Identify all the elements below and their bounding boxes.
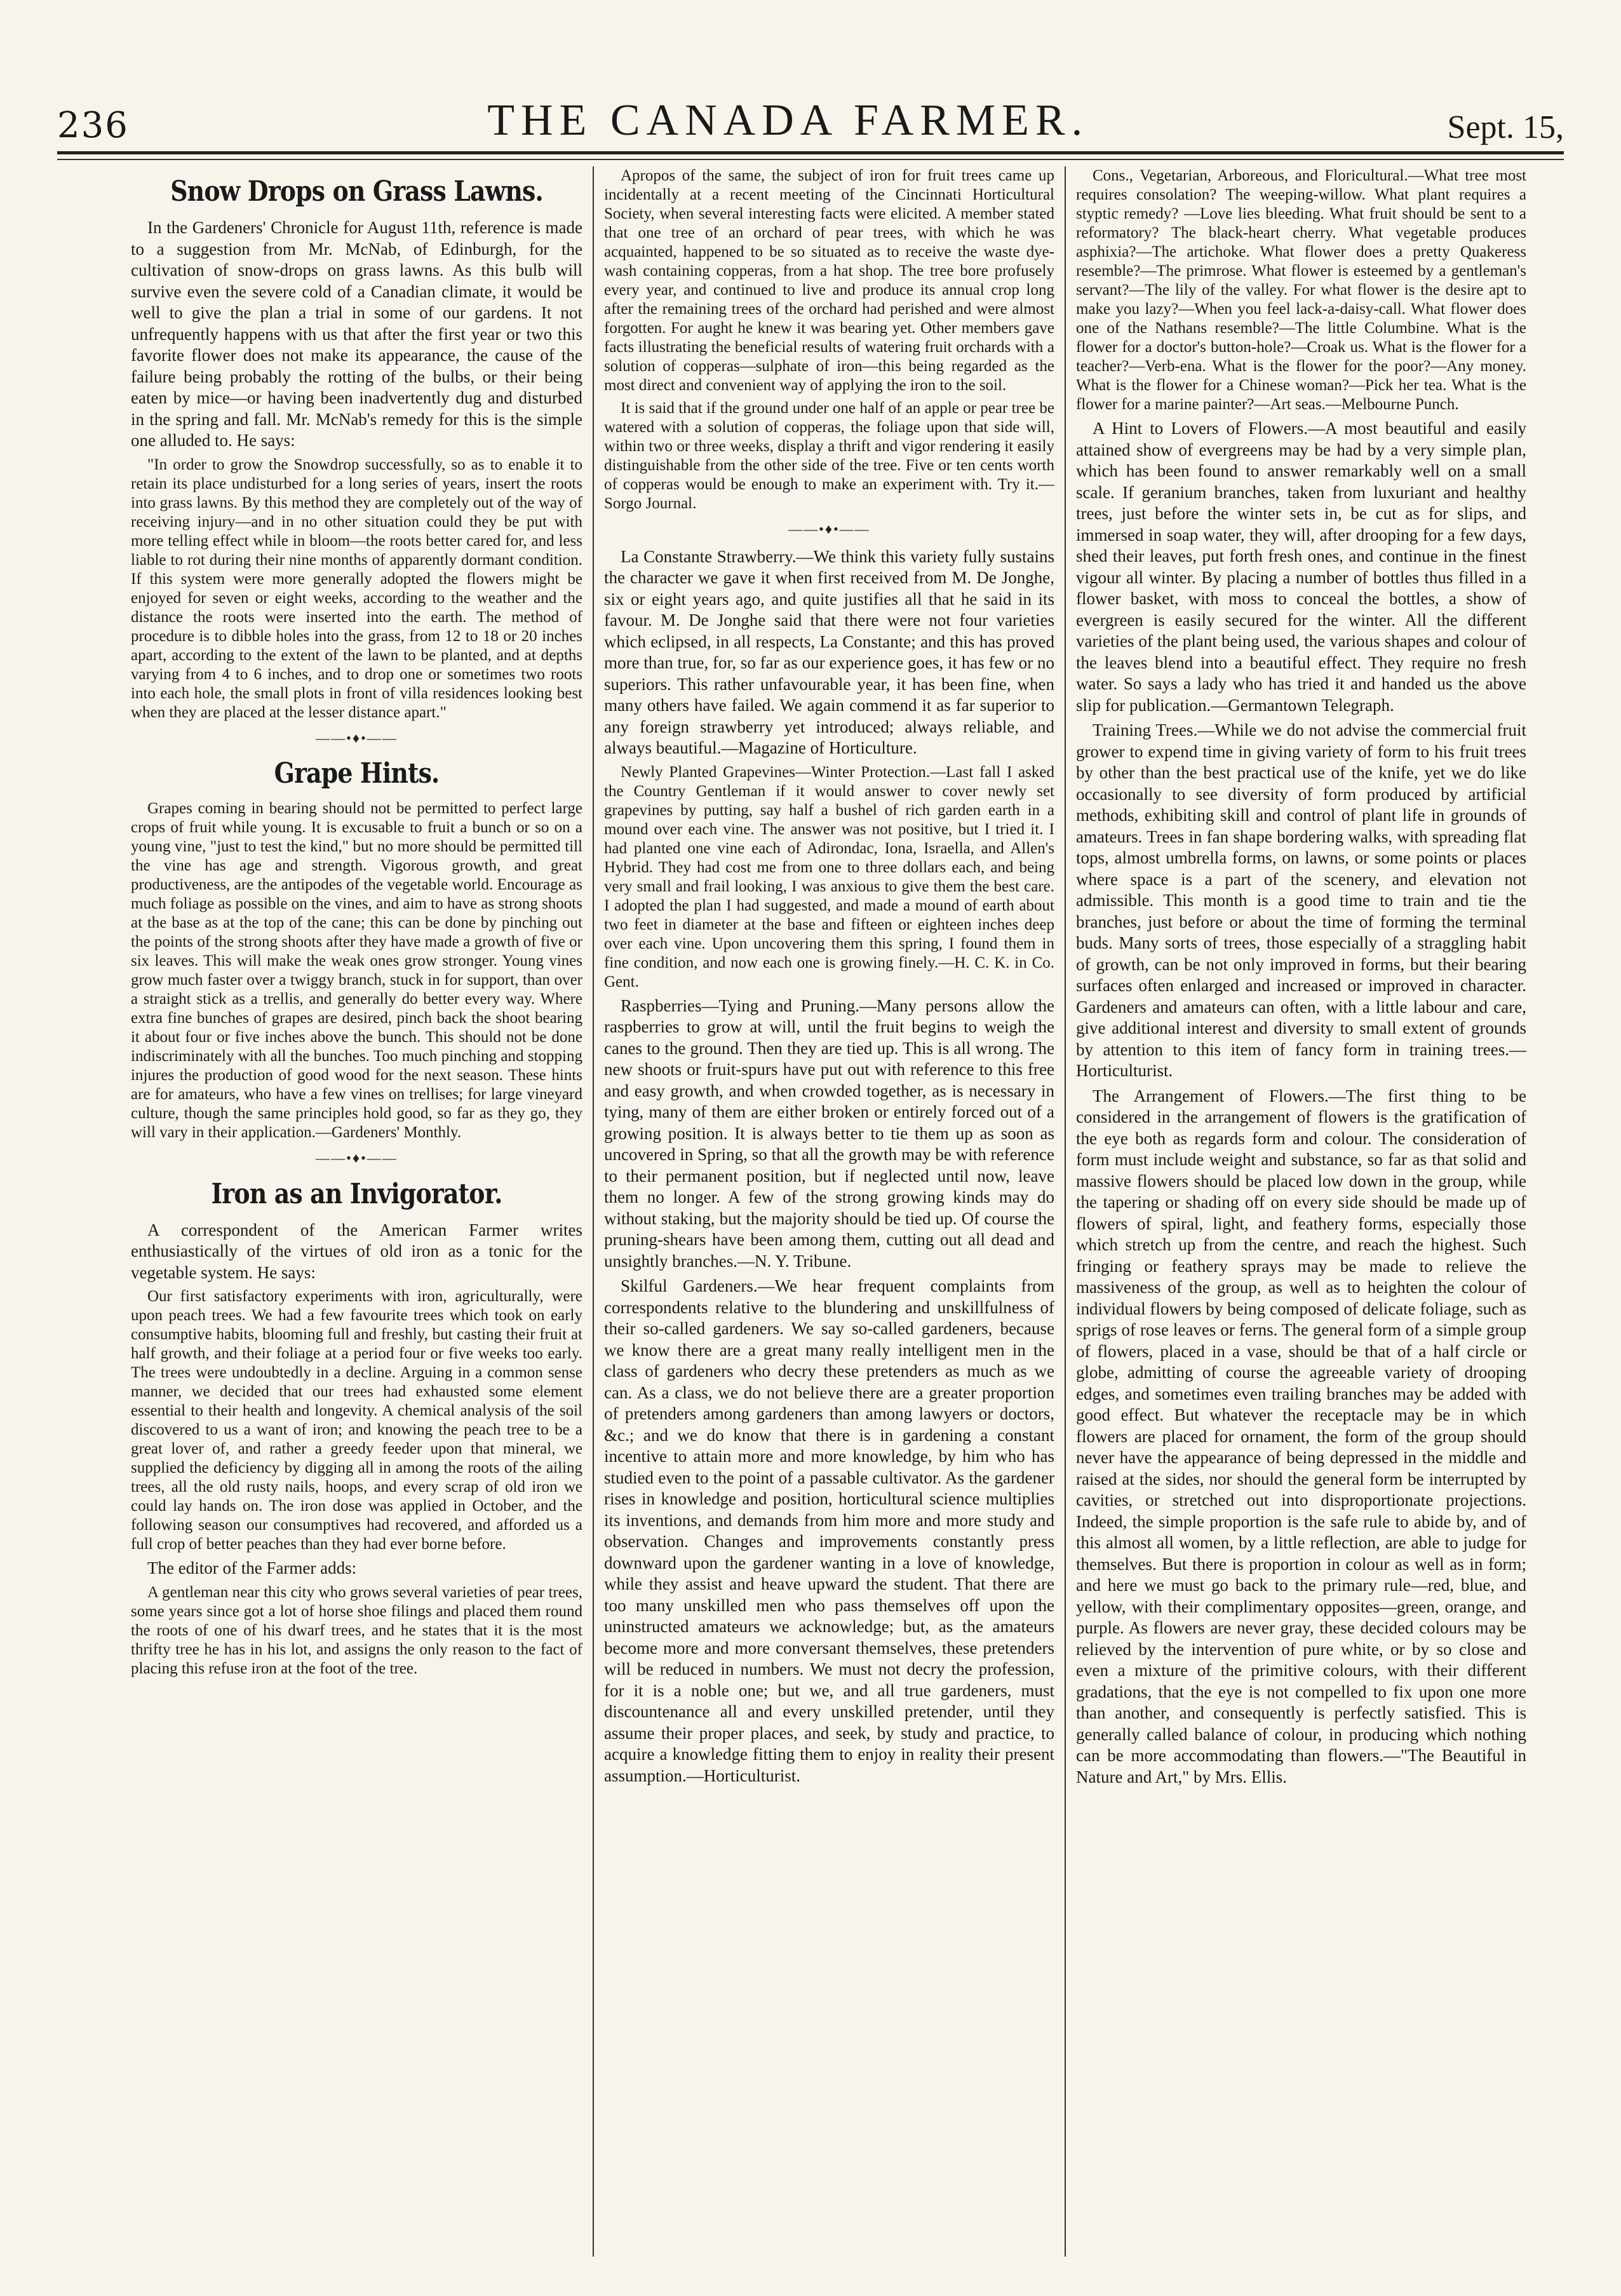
heading-iron-invigorator: Iron as an Invigorator. xyxy=(211,1177,502,1210)
paragraph: Grapes coming in bearing should not be permitted to perfect large crops of fruit while young. It is excusable to fruit a bunch or so on a young vine, "just to test the kind," but no more should be permitted till the vine has age and strength. Vigorous growth, and great productiveness, are the antipodes of the vegetable world. Encourage as much foliage as possible on the vines, and aim to have as strong shoots at the base as at the top of the cane; this can be done by pinching out the points of the strong shoots after they have made a growth of five or six leaves. This will make the weak ones grow stronger. Young vines grow much faster over a twiggy branch, stuck in for support, than over a straight stick as a trellis, and generally do better every way. Where extra fine bunches of grapes are desired, pinch back the shoot bearing it about four or five inches above the bunch. This should not be done indiscriminately with all the bunches. Too much pinching and stopping injures the production of good wood for the next season. These hints are for amateurs, who have a few vines on trellises; for large vineyard culture, though the same principles hold good, so far as they go, they will vary in their application.—Gardeners' Monthly. xyxy=(131,800,582,1141)
section-divider xyxy=(131,727,582,749)
section-divider xyxy=(131,1147,582,1169)
paragraph: Cons., Vegetarian, Arboreous, and Floricultural.—What tree most requires consolation? The weeping-willow. What plant requires a styptic remedy? —Love lies bleeding. What fruit should be sent to a reformatory? The black-heart cherry. What vegetable produces asphixia?—The artichoke. What flower does a pretty Quakeress resemble?—The primrose. What flower is esteemed by a gentleman's servant?—The lily of the valley. For what flower is the desire apt to make you lazy?—When you feel lack-a-daisy-call. What flower does one of the Nathans resemble?—The little Columbine. What is the flower for a doctor's button-hole?—Croak us. What is the flower for a teacher?—Verb-ena. What is the flower for the poor?—Any money. What is the flower for a Chinese woman?—Pick her tea. What is the flower for a marine painter?—Art seas.—Melbourne Punch. xyxy=(1076,167,1526,413)
column-3 xyxy=(1065,166,1537,2257)
article-columns xyxy=(121,166,1537,2257)
header-rule-thick xyxy=(57,151,1564,154)
section-divider xyxy=(604,518,1054,540)
paragraph: The Arrangement of Flowers.—The first thing to be considered in the arrangement of flowers is the gratification of the eye both as regards form and colour. The consideration of form must include weight and substance, so far as that solid and massive flowers should be placed low down in the group, while the tapering or shading off on every side should be made up of flowers of spiral, light, and feathery forms, especially those which stretch up from the centre, and reach the highest. Such fringing or feathery sprays may be made to relieve the massiveness of the group, as well as to heighten the colour of individual flowers by being composed of delicate foliage, such as sprigs of rose leaves or ferns. The general form of a simple group of flowers, placed in a vase, should be that of a half circle or globe, admitting of course the agreeable variety of drooping edges, and sometimes even trailing branches may be added with good effect. But whatever the receptacle may be in which flowers are placed for ornament, the form of the group should never have the appearance of being depressed in the middle and raised at the sides, nor should the general form be interrupted by cavities, or stretched out into disproportionate projections. Indeed, the simple proportion is the safe rule to abide by, and of this almost all women, by a little reflection, are able to judge for themselves. But there is proportion in colour as well as in form; and here we must go back to the primary rule—red, blue, and yellow, with their complimentary opposites—green, orange, and purple. As flowers are never gray, these decided colours may be relieved by the intervention of pure white, or by so close and even a mixture of the primitive colours, with their different gradations, that the eye is not compelled to fix upon one more than another, and consequently is perfectly satisfied. This is generally called balance of colour, in producing which nothing can be more accommodating than flowers.—"The Beautiful in Nature and Art," by Mrs. Ellis. xyxy=(1076,1086,1526,1786)
paragraph: Newly Planted Grapevines—Winter Protection.—Last fall I asked the Country Gentleman if it would answer to cover newly set grapevines by putting, say half a bushel of rich garden earth in a mound over each vine. The answer was not positive, but I tried it. I had planted one vine each of Adirondac, Iona, Israella, and Allen's Hybrid. They had cost me from one to three dollars each, and being very small and frail looking, I was anxious to give them the best care. I adopted the plan I had suggested, and made a mound of earth about two feet in diameter at the base and fifteen or eighteen inches deep over each vine. Upon uncovering them this spring, I found them in fine condition, and now each one is growing finely.—H. C. K. in Co. Gent. xyxy=(604,763,1054,990)
paragraph: Raspberries—Tying and Pruning.—Many persons allow the raspberries to grow at will, until the fruit begins to weigh the canes to the ground. Then they are tied up. This is all wrong. The new shoots or fruit-spurs have put out with reference to this free and easy growth, and when crowded together, as is necessary in tying, many of them are either broken or entirely forced out of a growing position. It is always better to tie them up as soon as uncovered in Spring, so that all the growth may be with reference to their permanent position, but if neglected until now, leave them no longer. A few of the strong growing kinds may do without staking, but the majority should be tied up. Of course the pruning-shears have been among them, cutting out all dead and unsightly branches.—N. Y. Tribune. xyxy=(604,996,1054,1271)
paragraph: La Constante Strawberry.—We think this variety fully sustains the character we gave it when first received from M. De Jonghe, six or eight years ago, and quite justifies all that he said in its favour. M. De Jonghe said that there were not four varieties which eclipsed, in all respects, La Constante; and this has proved more than true, for, so far as our experience goes, it has few or no superiors. This rather unfavourable year, it has been fine, when many others have failed. We again commend it as far superior to any foreign strawberry yet introduced; always reliable, and always beautiful.—Magazine of Horticulture. xyxy=(604,546,1054,757)
column-2 xyxy=(593,166,1065,2257)
paragraph: The editor of the Farmer adds: xyxy=(147,1558,357,1577)
column-1 xyxy=(121,166,593,2257)
paragraph: In the Gardeners' Chronicle for August 11th, reference is made to a suggestion from Mr. McNab, of Edinburgh, for the cultivation of snow-drops on grass lawns. As this bulb will survive even the severe cold of a Canadian climate, it would be well to give the plan a trial in some of our gardens. It not unfrequently happens with us that after the first year or two this favorite flower does not make its appearance, the cause of the failure being probably the rotting of the bulbs, or their being eaten by mice—or having been inadvertently dug and disturbed in the spring and fall. Mr. McNab's remedy for this is the simple one alluded to. He says: xyxy=(131,218,582,450)
page-number: 236 xyxy=(57,105,129,146)
heading-snow-drops: Snow Drops on Grass Lawns. xyxy=(170,175,543,208)
quote-paragraph: "In order to grow the Snowdrop successfully, so as to enable it to retain its place undisturbed for a long series of years, insert the roots into grass lawns. By this method they are completely out of the way of receiving injury—and in no other situation could they be put with more telling effect while in bloom—the roots better cared for, and less liable to rot during their nine months of apparently dormant condition. If this system were more generally adopted the flowers might be enjoyed for seven or eight weeks, according to the weather and the distance the roots were inserted into the earth. The method of procedure is to dibble holes into the grass, from 12 to 18 or 20 inches apart, according to the extent of the lawn to be planted, and at depths varying from 4 to 6 inches, and to drop one or sometimes two roots into each hole, the small plots in front of villa residences looking best when they are placed at the lesser distance apart." xyxy=(131,456,582,721)
paragraph: Training Trees.—While we do not advise the commercial fruit grower to expend time in giving variety of form to his fruit trees by other than the best practical use of the knife, yet we do like occasionally to see diversity of form produced by artificial methods, exhibiting skill and control of plant life in grounds of amateurs. Trees in fan shape bordering walks, with spreading flat tops, almost umbrella forms, on lawns, or some points or places where space is a part of the scenery, and elevation not admissible. This month is a good time to train and tie the branches, just before or about the time of forming the terminal buds. Many sorts of trees, those especially of a straggling habit of growth, can be not only improved in forms, but their bearing surfaces often enlarged and increased or improved in character. Gardeners and amateurs can often, with a little labour and care, give additional interest and diversity to small extent of grounds by attention to this item of fancy form in training trees.—Horticulturist. xyxy=(1076,720,1526,1080)
paragraph: A correspondent of the American Farmer writes enthusiastically of the virtues of old iron as a tonic for the vegetable system. He says: xyxy=(131,1220,582,1282)
paragraph: Skilful Gardeners.—We hear frequent complaints from correspondents relative to the blundering and unskillfulness of their so-called gardeners. We say so-called gardeners, because we know there are a great many really intelligent men in the class of gardeners who decry these pretenders as much as we can. As a class, we do not believe there are a greater proportion of pretenders among gardeners than among lawyers or doctors, &c.; and we do know that there is in gardening a constant incentive to attain more and more knowledge, by him who has studied even to the point of a passable cultivator. As the gardener rises in knowledge and position, horticultural science multiplies its inventions, and demands from him more and more study and observation. Changes and improvements constantly press downward upon the gardener wanting in a love of knowledge, while they assist and heave upward the student. That there are too many unskilled men who pass themselves off upon the uninstructed amateurs we acknowledge; but, as the amateurs become more and more conversant themselves, these pretenders will be reduced in numbers. We must not decry the profession, for it is a noble one; but we, and all true gardeners, must discountenance all and every unskilled pretender, until they assume their proper places, and seek, by study and practice, to acquire a knowledge fitting them to enjoy in reality their present assumption.—Horticulturist. xyxy=(604,1276,1054,1785)
paper-title: THE CANADA FARMER. xyxy=(487,96,1089,145)
paragraph: Our first satisfactory experiments with iron, agriculturally, were upon peach trees. We had a few favourite trees which took on early consumptive habits, blooming full and freshly, but casting their fruit at half growth, and their foliage at a period four or five weeks too early. The trees were undoubtedly in a decline. Arguing in a common sense manner, we decided that our trees had exhausted some element essential to their health and longevity. A chemical analysis of the soil discovered to us a want of iron; and knowing the peach tree to be a great lover of, and rather a greedy feeder upon that mineral, we supplied the deficiency by digging all in among the roots of the ailing trees, all the old rusty nails, hoops, and every scrap of old iron we could lay hands on. The iron dose was applied in October, and the following season our consumptives had recovered, and afforded us a full crop of better peaches than they had ever borne before. xyxy=(131,1288,582,1553)
header-rule-thin xyxy=(57,159,1564,160)
paragraph: It is said that if the ground under one half of an apple or pear tree be watered with a solution of copperas, the foliage upon that side will, within two or three weeks, display a thrift and vigor rendering it easily distinguishable from the other side of the tree. Five or ten cents worth of copperas would be enough to make an experiment with. Try it.—Sorgo Journal. xyxy=(604,400,1054,512)
paragraph: A gentleman near this city who grows several varieties of pear trees, some years since got a lot of horse shoe filings and placed them round the roots of one of his dwarf trees, and he states that it is the most thrifty tree he has in his lot, and assigns the only reason to the fact of placing this refuse iron at the foot of the tree. xyxy=(131,1583,582,1677)
paragraph: A Hint to Lovers of Flowers.—A most beautiful and easily attained show of evergreens may be had by a very simple plan, which has been found to answer remarkably well on a small scale. If geranium branches, taken from luxuriant and healthy trees, just before the winter sets in, be cut as for slips, and immersed in soap water, they will, after drooping for a few days, shed their leaves, put forth fresh ones, and continue in the finest vigour all winter. By placing a number of bottles thus filled in a flower basket, with moss to conceal the bottles, a show of evergreen is easily secured for the winter. All the different varieties of the plant being used, the various shapes and colour of the leaves blend into a beautiful effect. They require no fresh water. So says a lady who has tried it and handed us the above slip for publication.—Germantown Telegraph. xyxy=(1076,419,1526,715)
paragraph: Apropos of the same, the subject of iron for fruit trees came up incidentally at a recent meeting of the Cincinnati Horticultural Society, when several interesting facts were elicited. A member stated that one tree of an orchard of pear trees, with which he was acquainted, happened to be so situated as to receive the waste dye-wash containing copperas, from a hat shop. The tree bore profusely every year, and continued to live and produce its annual crop long after the remaining trees of the orchard had perished and were almost forgotten. For aught he knew it was bearing yet. Other members gave facts illustrating the beneficial results of watering fruit orchards with a solution of copperas—sulphate of iron—this being regarded as the most direct and convenient way of applying the iron to the soil. xyxy=(604,167,1054,394)
heading-grape-hints: Grape Hints. xyxy=(274,757,440,790)
masthead xyxy=(57,95,1564,146)
issue-date: Sept. 15, xyxy=(1447,109,1564,145)
